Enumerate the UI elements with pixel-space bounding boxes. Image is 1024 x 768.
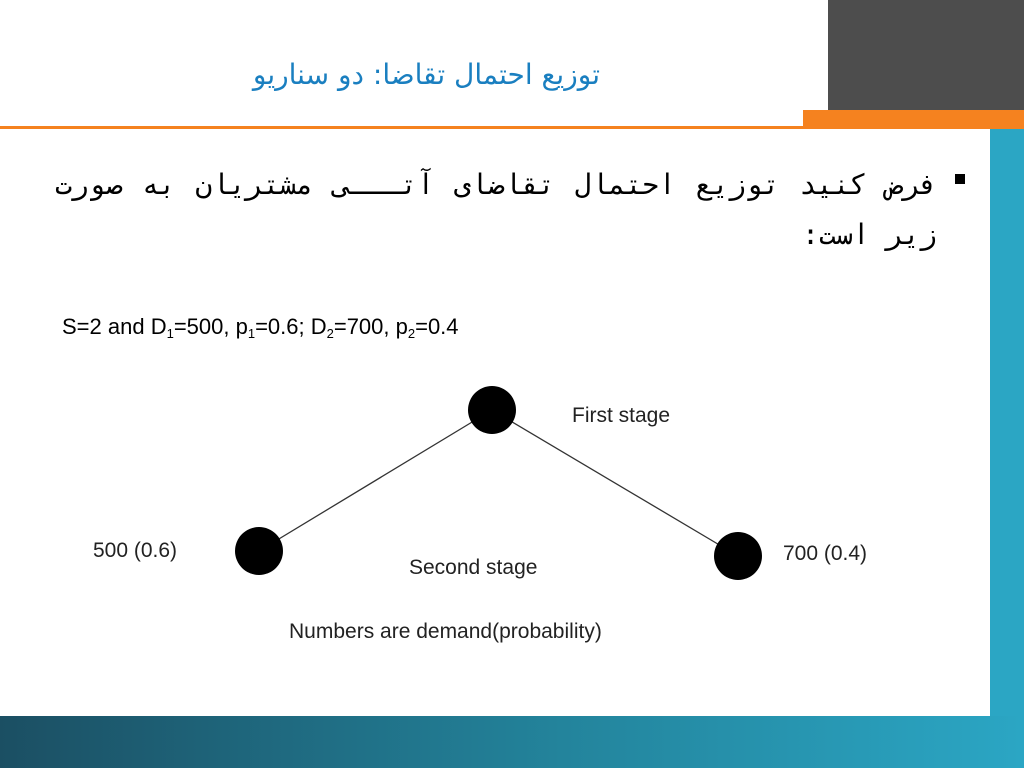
bullet-text: فرض کنید توزیع احتمال تقاضای آتـــی مشتریان به صورت زیر است: xyxy=(55,168,937,251)
formula-part: =0.4 xyxy=(415,314,459,339)
tree-edge-left xyxy=(259,410,492,551)
formula-part: =700, p xyxy=(333,314,408,339)
root-node xyxy=(468,386,516,434)
formula-part: S=2 and D xyxy=(62,314,167,339)
tree-edge-right xyxy=(492,410,738,556)
formula-subscript: 2 xyxy=(326,326,334,341)
left-node-label: 500 (0.6) xyxy=(93,539,178,562)
right-leaf-node xyxy=(714,532,762,580)
first-stage-label: First stage xyxy=(572,404,671,427)
second-stage-label: Second stage xyxy=(409,556,538,579)
right-node-label: 700 (0.4) xyxy=(783,542,868,565)
formula-subscript: 2 xyxy=(407,326,416,341)
formula-subscript: 1 xyxy=(166,326,174,341)
slide-title: توزیع احتمال تقاضا: دو سناریو xyxy=(252,58,600,91)
formula-part: =500, p xyxy=(173,314,248,339)
formula-subscript: 1 xyxy=(247,326,256,341)
formula-part: =0.6; D xyxy=(255,314,327,339)
diagram-caption: Numbers are demand(probability) xyxy=(289,620,602,643)
left-leaf-node xyxy=(235,527,283,575)
